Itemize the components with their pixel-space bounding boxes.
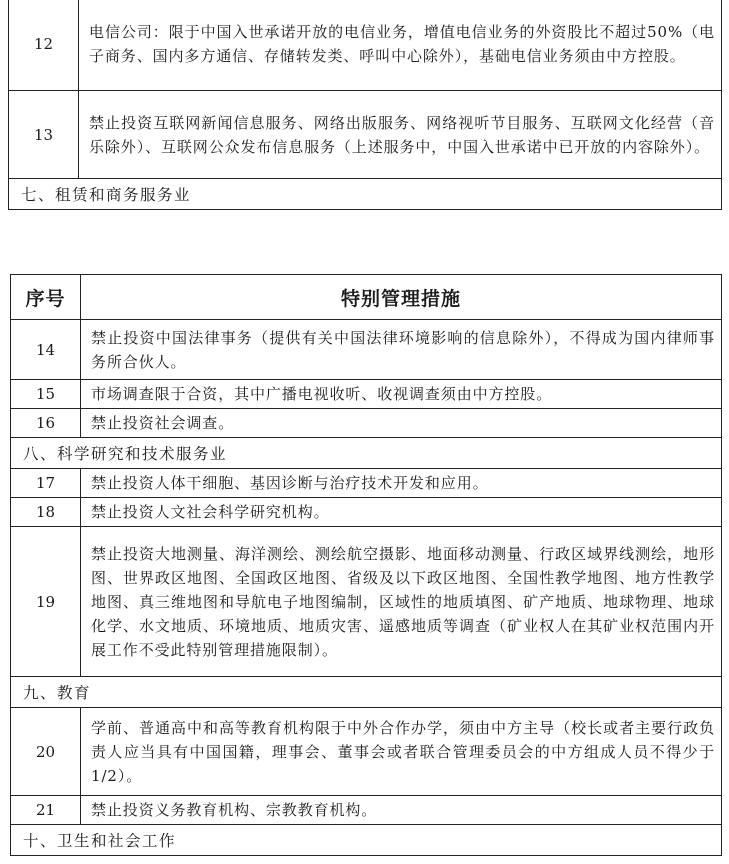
table-row bbox=[11, 708, 722, 796]
section-row bbox=[9, 179, 722, 210]
row-number: 16 bbox=[11, 409, 81, 438]
row-number: 12 bbox=[9, 0, 79, 91]
row-number: 18 bbox=[11, 498, 81, 527]
table-row bbox=[9, 91, 722, 179]
row-measure: 电信公司：限于中国入世承诺开放的电信业务，增值电信业务的外资股比不超过50%（电子商务、国内多方通信、存储转发类、呼叫中心除外），基础电信业务须由中方控股。 bbox=[79, 0, 722, 91]
table-row bbox=[11, 796, 722, 825]
table-row bbox=[11, 527, 722, 677]
table-row bbox=[9, 0, 722, 91]
row-number: 13 bbox=[9, 91, 79, 179]
section-heading: 十、卫生和社会工作 bbox=[11, 825, 722, 856]
row-measure: 禁止投资社会调查。 bbox=[81, 409, 722, 438]
row-number: 20 bbox=[11, 708, 81, 796]
table-row bbox=[11, 320, 722, 380]
section-heading: 七、租赁和商务服务业 bbox=[9, 179, 722, 210]
row-measure: 学前、普通高中和高等教育机构限于中外合作办学，须由中方主导（校长或者主要行政负责人应当具有中国国籍，理事会、董事会或者联合管理委员会的中方组成人员不得少于1/2）。 bbox=[81, 708, 722, 796]
table-row bbox=[11, 380, 722, 409]
row-measure: 禁止投资人体干细胞、基因诊断与治疗技术开发和应用。 bbox=[81, 469, 722, 498]
row-measure: 禁止投资互联网新闻信息服务、网络出版服务、网络视听节目服务、互联网文化经营（音乐除外）、互联网公众发布信息服务（上述服务中，中国入世承诺中已开放的内容除外）。 bbox=[79, 91, 722, 179]
row-number: 15 bbox=[11, 380, 81, 409]
table-row bbox=[11, 469, 722, 498]
row-measure: 禁止投资人文社会科学研究机构。 bbox=[81, 498, 722, 527]
row-measure: 禁止投资大地测量、海洋测绘、测绘航空摄影、地面移动测量、行政区域界线测绘，地形图、世界政区地图、全国政区地图、省级及以下政区地图、全国性教学地图、地方性教学地图、真三维地图和导航电子地图编制，区域性的地质填图、矿产地质、地球物理、地球化学、水文地质、环境地质、地质灾害、遥感地质等调查（矿业权人在其矿业权范围内开展工作不受此特别管理措施限制）。 bbox=[81, 527, 722, 677]
column-header-number: 序号 bbox=[11, 275, 81, 320]
table-row bbox=[11, 498, 722, 527]
section-row bbox=[11, 825, 722, 856]
row-number: 21 bbox=[11, 796, 81, 825]
row-measure: 市场调查限于合资，其中广播电视收听、收视调查须由中方控股。 bbox=[81, 380, 722, 409]
table-header-row bbox=[11, 275, 722, 320]
row-measure: 禁止投资义务教育机构、宗教教育机构。 bbox=[81, 796, 722, 825]
row-number: 17 bbox=[11, 469, 81, 498]
section-heading: 九、教育 bbox=[11, 677, 722, 708]
section-heading: 八、科学研究和技术服务业 bbox=[11, 438, 722, 469]
column-header-measures: 特别管理措施 bbox=[81, 275, 722, 320]
measures-table-top bbox=[8, 0, 722, 210]
table-row bbox=[11, 409, 722, 438]
measures-table-main bbox=[10, 274, 722, 856]
row-measure: 禁止投资中国法律事务（提供有关中国法律环境影响的信息除外），不得成为国内律师事务所合伙人。 bbox=[81, 320, 722, 380]
row-number: 19 bbox=[11, 527, 81, 677]
row-number: 14 bbox=[11, 320, 81, 380]
section-row bbox=[11, 438, 722, 469]
section-row bbox=[11, 677, 722, 708]
